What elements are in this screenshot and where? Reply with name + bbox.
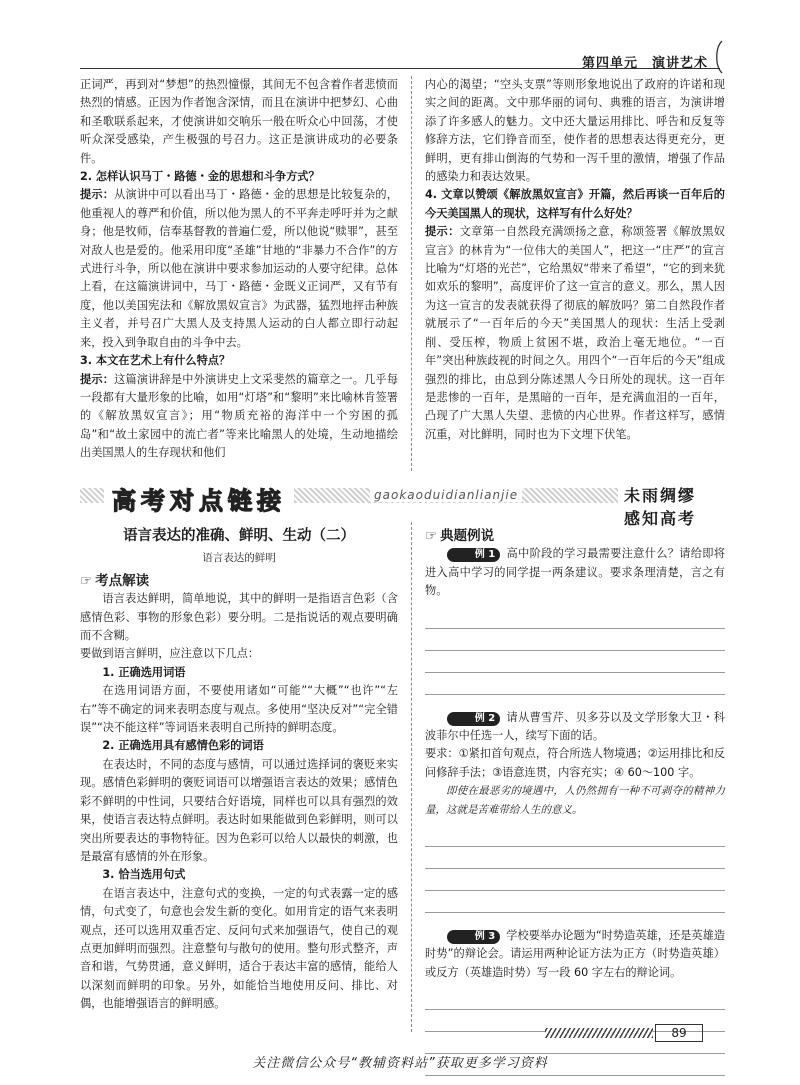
example [425,709,725,746]
question: 3. 本文在艺术上有什么特点？ [80,354,231,368]
example-text: 请从曹雪芹、贝多芬以及文学形象大卫・科波菲尔中任选一人，续写下面的话。 [425,710,725,743]
paragraph: 语言表达鲜明，简单地说，其中的鲜明一是指语言色彩（含感情色彩、事物的形象色彩）要分明。二是指说话的观点要明确而不含糊。 [80,592,398,643]
page-header-title: 第四单元 演讲艺术 [582,56,709,71]
paragraph: 在语言表达中，注意句式的变换，一定的句式表露一定的感情，句式变了，句意也会发生新的变化。如用肯定的语气来表明观点，还可以选用双重否定、反问句式来加强语气，使自己的观点更加鲜明而强烈。注意整句与散句的使用。整句形式整齐，声音和谐，气势贯通，意义鲜明，适合于表达丰富的感情，能给人以深刻而鲜明的印象。另外，如能恰当地使用反问、排比、对偶，也能增强语言的鲜明感。 [80,886,398,1011]
section-banner [80,480,725,528]
point-title: 3. 恰当选用句式 [102,868,186,882]
lower-right-column [425,527,725,1076]
paragraph [425,223,725,444]
hint-text: 这篇演讲辞是中外演讲史上文采斐然的篇章之一。几乎每一段都有大量形象的比喻，如用“灯塔”和“黎明”来比喻林肯签署的《解放黑奴宣言》；用“物质充裕的海洋中一个穷困的孤岛”和“故土家园中的流亡者”等来比喻黑人的处境，生动地描绘出美国黑人的生存现状和他们 [80,372,398,460]
paragraph: 在选用词语方面，不要使用诸如“可能”“大概”“也许”“左右”等不确定的词来表明态度与观点。多使用“坚决反对”“完全错误”“决不能这样”等词语来表明自己所持的鲜明态度。 [80,684,398,735]
examples-heading [425,527,725,545]
section-title: 语言表达的准确、鲜明、生动（二） [123,528,355,544]
column-divider [411,522,412,1032]
example-text: 高中阶段的学习最需要注意什么？请给即将进入高中学习的同学提一两条建议。要求条理清楚，言之有物。 [425,547,725,598]
hint-text: 从演讲中可以看出马丁・路德・金的思想是比较复杂的，他重视人的尊严和价值，所以他为黑人的不平奔走呼吁并为之献身；他是牧师，信奉基督教的普遍仁爱，所以他说“赎罪”，甚至对敌人也是爱的。他采用印度“圣雄”甘地的“非暴力不合作”的方式进行斗争，所以他在演讲中要求参加运动的人要守纪律。总体上看，在这篇演讲词中，马丁・路德・金既义正词严，又有节有度，他以美国宪法和《解放黑奴宣言》为武器，猛烈地抨击种族主义者，并号召广大黑人及支持黑人运动的白人都立即行动起来，投入到争取自由的斗争中去。 [80,188,398,349]
hint-label: 提示： [80,188,115,202]
point-title: 2. 正确选用具有感情色彩的词语 [102,739,264,753]
example [425,545,725,600]
pointing-hand-icon: ☞ [425,528,438,544]
hint-label: 提示： [425,225,460,239]
point-title: 1. 正确选用词语 [102,665,186,679]
paragraph [80,186,398,352]
left-column-top [80,76,398,463]
question: 2. 怎样认识马丁・路德・金的思想和斗争方式？ [80,170,320,184]
header-rule [80,68,720,69]
examples-heading-label: 典题例说 [440,528,495,544]
answer-lines [425,825,725,913]
example-requirement: 要求：①紧扣首句观点，符合所选人物境遇；②运用排比和反问修辞手法；③语意连贯，内容充实；④ 60～100 字。 [425,747,725,779]
column-divider [411,76,412,471]
page-number: 89 [655,1024,703,1042]
topic-heading [80,572,398,590]
example-tag: 例 1 [447,548,500,562]
footer-note: 关注微信公众号“教辅资料站”获取更多学习资料 [252,1056,548,1071]
page-number-box [655,1024,725,1042]
example-text: 学校要举办论题为“时势造英雄，还是英雄造时势”的辩论会。请运用两种论证方法为正方（时势造英雄）或反方（英雄造时势）写一段 60 字左右的辩论词。 [425,929,725,979]
example [425,927,725,982]
paragraph: 在表达时，不同的态度与感情，可以通过选择词的褒贬来实现。感情色彩鲜明的褒贬词语可以增强语言表达的效果；感情色彩不鲜明的中性词，只要结合好语境，同样也可以具有强烈的效果，使语言表达特点鲜明。表达时如果能做到色彩鲜明，则可以突出所要表达的事物特征。因为色彩可以给人以最快的刺激，也是最富有感情的外在形象。 [80,757,398,863]
pointing-hand-icon: ☞ [80,572,93,589]
lower-left-column [80,527,398,1014]
section-subtitle: 语言表达的鲜明 [202,552,276,565]
right-column-top [425,76,725,444]
hint-text: 文章第一自然段充满颂扬之意，称颂签署《解放黑奴宣言》的林肯为“一位伟大的美国人”，把这一“庄严”的宣言比喻为“灯塔的光芒”，它给黑奴“带来了希望”，“它的到来犹如欢乐的黎明”，高度评价了这一宣言的意义。那么，黑人因为这一宣言的发表就获得了彻底的解放吗？第二自然段作者就展示了“一百年后的今天”美国黑人的现状：生活上受剥削、受压榨，物质上贫困不堪，政治上毫无地位。“一百年”突出种族歧视的时间之久。用四个“一百年后的今天”组成强烈的排比，由总到分陈述黑人今日所处的现状。这一百年是悲惨的一百年，是黑暗的一百年，是充满血泪的一百年，凸现了广大黑人失望、悲愤的内心世界。作者这样写，感情沉重，对比鲜明，同时也为下文埋下伏笔。 [425,225,725,441]
given-sentence: 即使在最恶劣的境遇中，人仍然拥有一种不可剥夺的精神力量，这就是苦难带给人生的意义。 [425,785,725,816]
paragraph: 要做到语言鲜明，应注意以下几点： [80,647,260,661]
question: 4. 文章以赞颂《解放黑奴宣言》开篇，然后再谈一百年后的今天美国黑人的现状，这样写有什么好处？ [425,188,725,220]
banner-motto: 未雨绸缪 感知高考 [618,483,725,529]
banner-pinyin: gaokaoduidianlianjie [370,488,522,502]
paragraph [80,371,398,463]
hint-label: 提示： [80,372,115,386]
paragraph: 内心的渴望；“空头支票”等则形象地说出了政府的许诺和现实之间的距离。文中那华丽的词句、典雅的语言，为演讲增添了许多感人的魅力。文中还大量运用排比、呼告和反复等修辞方法，它们铮音而至，使作者的思想表达得更充分，更鲜明，更有排山倒海的气势和一泻千里的激情，增强了作品的感染力和表达效果。 [425,78,725,184]
topic-heading-label: 考点解读 [95,572,150,589]
example-tag: 例 3 [447,930,500,944]
example-tag: 例 2 [447,712,500,726]
banner-title: 高考对点链接 [104,481,294,516]
paragraph: 正词严，再到对“梦想”的热烈憧憬，其间无不包含着作者悲愤而热烈的情感。正因为作者饱含深情，而且在演讲中把梦幻、心曲和圣歌联系起来，才使演讲如交响乐一般在听众心中回荡，才使听众深受感染，产生极强的号召力。这正是演讲成功的必要条件。 [80,78,398,165]
answer-lines [425,607,725,695]
page-number-hatch [545,1028,653,1038]
